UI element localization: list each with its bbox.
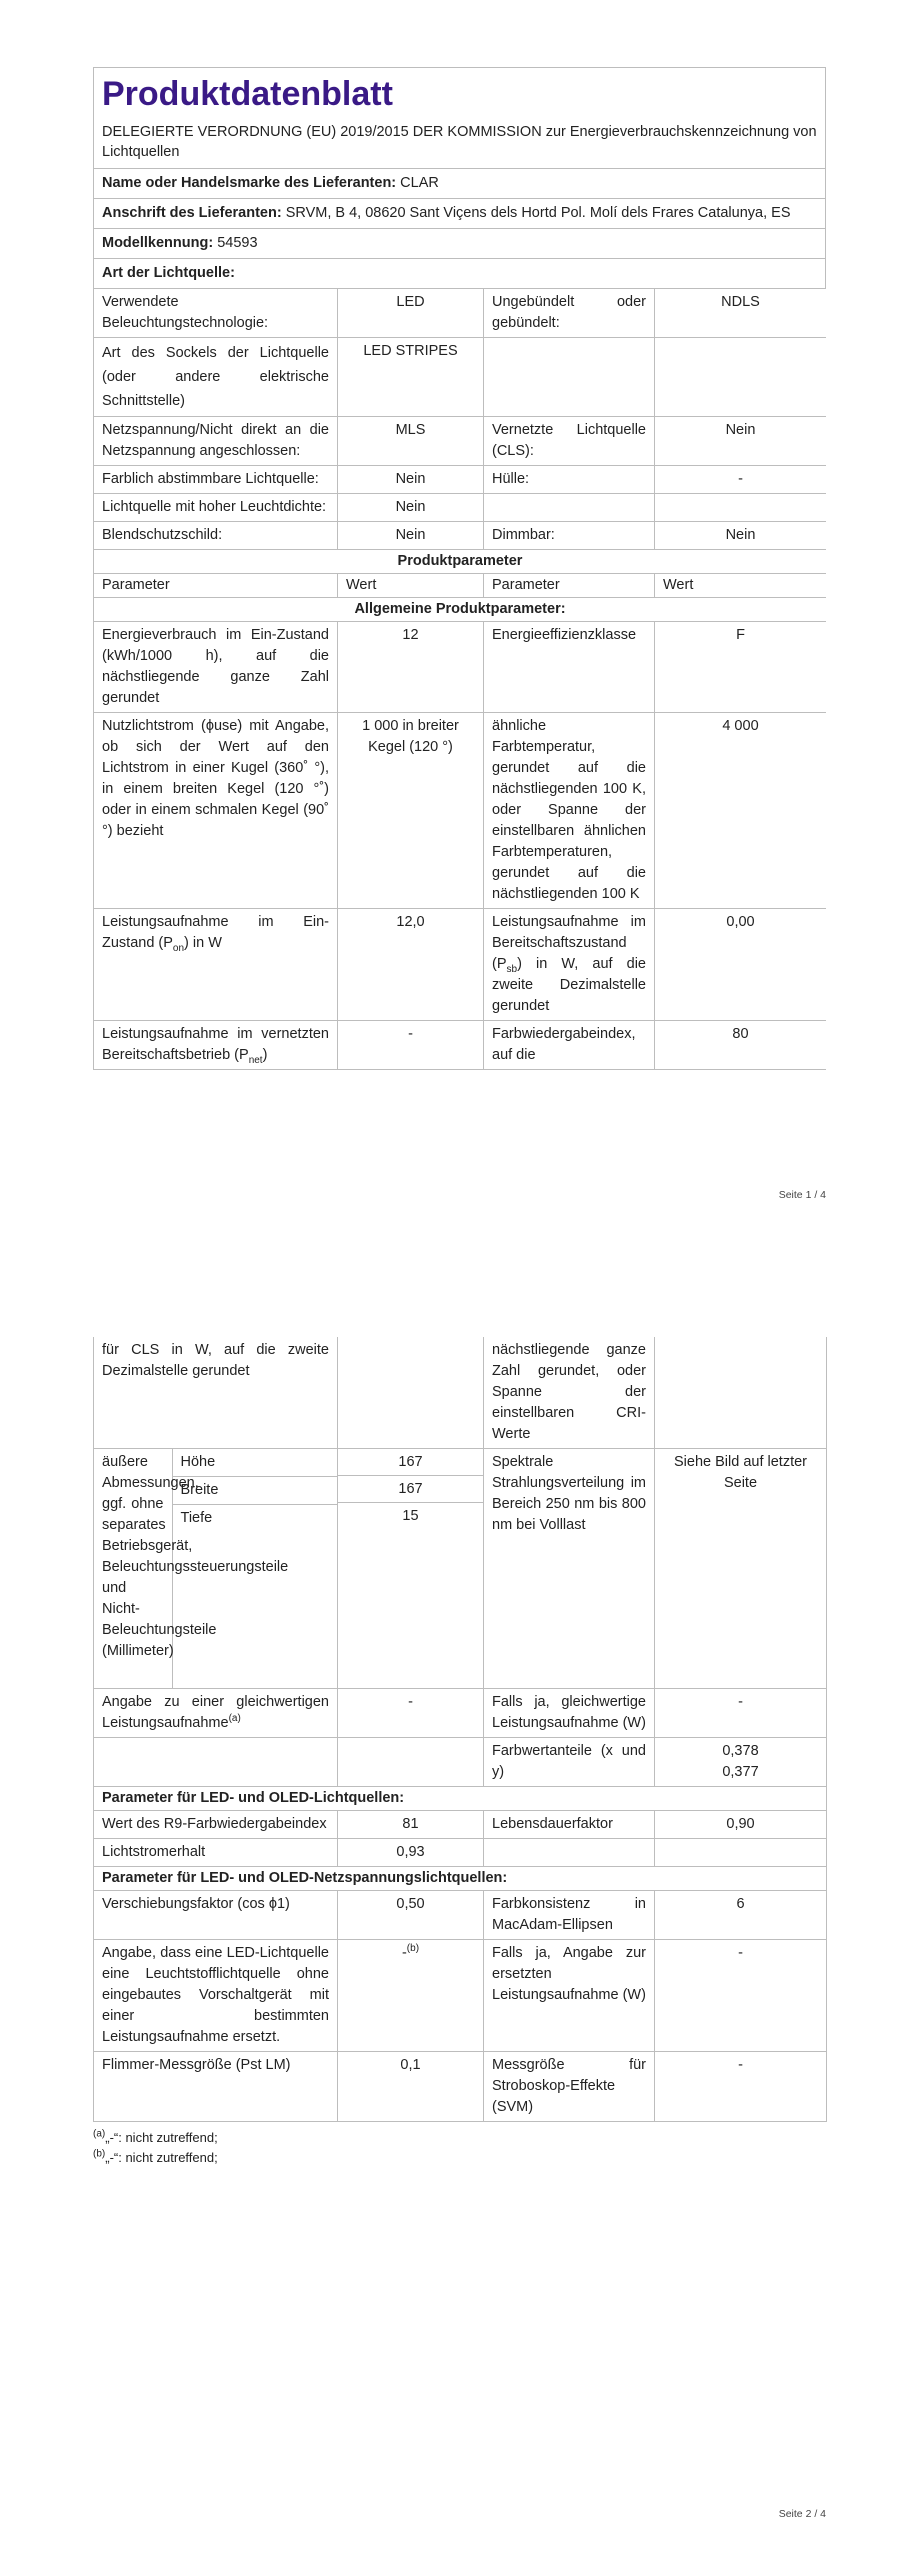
footnote-a-text: „-“: nicht zutreffend; [105, 2130, 218, 2145]
lumen-maint-value: 0,93 [338, 1839, 484, 1867]
replace-value-cell [338, 1940, 484, 2052]
height-label: Höhe [172, 1449, 337, 1477]
table-row [94, 1449, 827, 1689]
tunable-label: Farblich abstimmbare Lichtquelle: [94, 466, 338, 494]
chroma-values [655, 1738, 827, 1787]
dimensions-cell [94, 1449, 338, 1689]
pnet-sub: net [248, 1054, 263, 1066]
psb-label-text: Leistungsaufnahme im Bereitschaftszustand (P [492, 914, 646, 972]
supplier-name-label: Name oder Handelsmarke des Lieferanten: [102, 175, 397, 191]
cct-value: 4 000 [655, 713, 827, 909]
strobe-label: Messgröße für Stroboskop-Effekte (SVM) [484, 2052, 655, 2122]
supplier-address-value: SRVM, B 4, 08620 Sant Viçens dels Hortd Pol. Molí dels Frares Catalunya, ES [285, 205, 791, 221]
dimensions-values-cell [338, 1449, 484, 1689]
socket-value: LED STRIPES [338, 338, 484, 417]
replace-power-label: Falls ja, Angabe zur ersetzten Leistungsaufnahme (W) [484, 1940, 655, 2052]
macadam-label: Farbkonsistenz in MacAdam-Ellipsen [484, 1891, 655, 1940]
tunable-value: Nein [338, 466, 484, 494]
empty-cell [94, 1738, 338, 1787]
table-row [94, 494, 827, 522]
bundled-label: Ungebündelt oder gebündelt: [484, 289, 655, 338]
led-params-heading: Parameter für LED- und OLED-Lichtquellen: [94, 1787, 827, 1811]
model-row [93, 228, 826, 258]
psb-sub: sb [506, 963, 518, 975]
footnote-a-mark: (a) [93, 2128, 106, 2140]
cls-label: Vernetzte Lichtquelle (CLS): [484, 417, 655, 466]
replace-label: Angabe, dass eine LED-Lichtquelle eine Leuchtstofflichtquelle ohne eingebautes Vorschaltgerät mit einer bestimmten Leistungsaufnahme ersetzt. [94, 1940, 338, 2052]
table-row [94, 713, 827, 909]
page1-table-wrap [93, 288, 826, 1148]
table-row [94, 338, 827, 417]
envelope-value: - [655, 466, 827, 494]
table-row [94, 289, 827, 338]
spd-value: Siehe Bild auf letzter Seite [655, 1449, 827, 1689]
energy-value: 12 [338, 622, 484, 713]
page-title: Produktdatenblatt [102, 75, 393, 113]
socket-label: Art des Sockels der Lichtquelle (oder andere elektrische Schnittstelle) [94, 338, 338, 417]
equiv-power-label: Falls ja, gleichwertige Leistungsaufnahme (W) [484, 1689, 655, 1738]
datasheet-table-page2 [93, 1337, 827, 2122]
psb-label [484, 909, 655, 1021]
macadam-value: 6 [655, 1891, 827, 1940]
table-row [94, 1891, 827, 1940]
table-row [94, 1839, 827, 1867]
glare-value: Nein [338, 522, 484, 550]
replace-value: - [401, 1945, 407, 1961]
survival-label: Lebensdauerfaktor [484, 1811, 655, 1839]
section-heading-row [94, 550, 827, 574]
equiv-power-value: - [655, 1689, 827, 1738]
general-params-heading: Allgemeine Produktparameter: [94, 598, 827, 622]
datasheet-page-1 [93, 67, 826, 1148]
supplier-address-row [93, 198, 826, 228]
flicker-label: Flimmer-Messgröße (Pst LM) [94, 2052, 338, 2122]
col-header-param: Parameter [484, 574, 655, 598]
empty-cell [338, 1738, 484, 1787]
energy-class-value: F [655, 622, 827, 713]
section-heading-row [94, 1867, 827, 1891]
cri-value: 80 [655, 1021, 827, 1070]
col-header-value: Wert [655, 574, 827, 598]
footnote-b [93, 2148, 826, 2168]
empty-cell [655, 494, 827, 522]
supplier-name-row [93, 168, 826, 198]
glare-label: Blendschutzschild: [94, 522, 338, 550]
empty-cell [655, 1839, 827, 1867]
title-box [93, 67, 826, 168]
datasheet-page-2 [93, 1337, 826, 2168]
product-params-heading: Produktparameter [94, 550, 827, 574]
energy-class-label: Energieeffizienzklasse [484, 622, 655, 713]
dimmable-value: Nein [655, 522, 827, 550]
cosphi-value: 0,50 [338, 1891, 484, 1940]
table-row [94, 417, 827, 466]
dimmable-label: Dimmbar: [484, 522, 655, 550]
column-header-row [94, 574, 827, 598]
cct-label: ähnliche Farbtemperatur, gerundet auf die nächstliegenden 100 K, oder Spanne der einstellbaren ähnlichen Farbtemperaturen, gerundet auf die nächstliegenden 100 K [484, 713, 655, 909]
footnote-b-text: „-“: nicht zutreffend; [105, 2150, 218, 2165]
cosphi-label: Verschiebungsfaktor (cos ϕ1) [94, 1891, 338, 1940]
model-value: 54593 [217, 235, 258, 251]
table-row [94, 2052, 827, 2122]
empty-cell [338, 1337, 484, 1449]
table-row [94, 909, 827, 1021]
table-row [94, 1940, 827, 2052]
supplier-address-label: Anschrift des Lieferanten: [102, 205, 282, 221]
tech-value: LED [338, 289, 484, 338]
empty-cell [655, 1337, 827, 1449]
footnote-a [93, 2128, 826, 2148]
pnet-label-part1: Leistungsaufnahme im vernetzten Bereitschaftsbetrieb $(P_{net})$ [94, 1021, 338, 1070]
dimensions-subtable [94, 1449, 337, 1688]
lumen-maint-label: Lichtstromerhalt [94, 1839, 338, 1867]
psb-value: 0,00 [655, 909, 827, 1021]
light-source-type-label: Art der Lichtquelle: [102, 265, 235, 281]
table-row [94, 1689, 827, 1738]
equiv-value: - [338, 1689, 484, 1738]
envelope-label: Hülle: [484, 466, 655, 494]
pon-sub: on [172, 942, 185, 954]
col-header-param: Parameter [94, 574, 338, 598]
strobe-value: - [655, 2052, 827, 2122]
depth-value: 15 [402, 1508, 419, 1524]
flicker-value: 0,1 [338, 2052, 484, 2122]
empty-cell [655, 338, 827, 417]
table-row [94, 1021, 827, 1070]
r9-value: 81 [338, 1811, 484, 1839]
page-number-2: Seite 2 / 4 [778, 2508, 826, 2520]
empty-cell [484, 338, 655, 417]
footnote-b-mark: (b) [93, 2148, 106, 2160]
cls-value: Nein [655, 417, 827, 466]
light-source-type-row [93, 258, 826, 288]
table-row [94, 466, 827, 494]
width-value: 167 [338, 1476, 483, 1503]
pon-label-suffix: ) in W [184, 935, 222, 951]
energy-label: Energieverbrauch im Ein-Zustand (kWh/1000 h), auf die nächstliegende ganze Zahl gerundet [94, 622, 338, 713]
pnet-label-text: Leistungsaufnahme im vernetzten Bereitschaftsbetrieb (P [102, 1026, 329, 1063]
pnet-label-part2: für CLS in W, auf die zweite Dezimalstelle gerundet [94, 1337, 338, 1449]
cri-label-part2: nächstliegende ganze Zahl gerundet, oder Spanne der einstellbaren CRI-Werte [484, 1337, 655, 1449]
dimensions-label: äußere Abmessungen, ggf. ohne separates Betriebsgerät, Beleuchtungssteuerungsteile und Nicht-Beleuchtungsteile (Millimeter) [94, 1449, 172, 1688]
footnotes [93, 2122, 826, 2168]
psb-label-suffix: ) in W, auf die zweite Dezimalstelle gerundet [492, 956, 646, 1014]
col-header-value: Wert [338, 574, 484, 598]
empty-cell [484, 1839, 655, 1867]
table-row [94, 522, 827, 550]
pnet-value: - [338, 1021, 484, 1070]
page-number-1: Seite 1 / 4 [778, 1189, 826, 1201]
replace-sup: (b) [406, 1943, 420, 1955]
equiv-label-text: Angabe zu einer gleichwertigen Leistungsaufnahme [102, 1694, 329, 1731]
table-row [94, 622, 827, 713]
equiv-label [94, 1689, 338, 1738]
high-luminance-label: Lichtquelle mit hoher Leuchtdichte: [94, 494, 338, 522]
mains-value: MLS [338, 417, 484, 466]
r9-label: Wert des R9-Farbwiedergabeindex [94, 1811, 338, 1839]
pon-value: 12,0 [338, 909, 484, 1021]
chroma-label: Farbwertanteile (x und y) [484, 1738, 655, 1787]
height-value: 167 [338, 1449, 483, 1476]
width-label: Breite [172, 1477, 337, 1505]
model-label: Modellkennung: [102, 235, 214, 251]
spd-label: Spektrale Strahlungsverteilung im Bereich 250 nm bis 800 nm bei Volllast [484, 1449, 655, 1689]
datasheet-table-page1 [93, 288, 826, 1070]
survival-value: 0,90 [655, 1811, 827, 1839]
pon-label [94, 909, 338, 1021]
mains-label: Netzspannung/Nicht direkt an die Netzspannung angeschlossen: [94, 417, 338, 466]
mains-params-heading: Parameter für LED- und OLED-Netzspannungslichtquellen: [94, 1867, 827, 1891]
equiv-sup: (a) [228, 1713, 241, 1725]
section-heading-row [94, 1787, 827, 1811]
flux-label: Nutzlichtstrom (ϕuse) mit Angabe, ob sich der Wert auf den Lichtstrom in einer Kugel (360˚ °), in einem breiten Kegel (120 °˚) oder in einem schmalen Kegel (90˚ °) bezieht [94, 713, 338, 909]
table-row [94, 1811, 827, 1839]
depth-label: Tiefe [180, 1510, 213, 1526]
section-heading-row [94, 598, 827, 622]
supplier-name-value: CLAR [400, 175, 439, 191]
cri-label-part1: Farbwiedergabeindex, auf die [484, 1021, 655, 1070]
empty-cell [484, 494, 655, 522]
regulation-subtitle: DELEGIERTE VERORDNUNG (EU) 2019/2015 DER KOMMISSION zur Energieverbrauchskennzeichnung von Lichtquellen [102, 124, 817, 160]
flux-value: 1 000 in breiter Kegel (120 °) [338, 713, 484, 909]
high-luminance-value: Nein [338, 494, 484, 522]
pon-label-text: Leistungsaufnahme im Ein-Zustand (P [102, 914, 329, 951]
table-row [94, 1337, 827, 1449]
tech-label: Verwendete Beleuchtungstechnologie: [94, 289, 338, 338]
bundled-value: NDLS [655, 289, 827, 338]
replace-power-value: - [655, 1940, 827, 2052]
chroma-y: 0,377 [722, 1764, 759, 1780]
chroma-x: 0,378 [722, 1743, 759, 1759]
table-row [94, 1738, 827, 1787]
